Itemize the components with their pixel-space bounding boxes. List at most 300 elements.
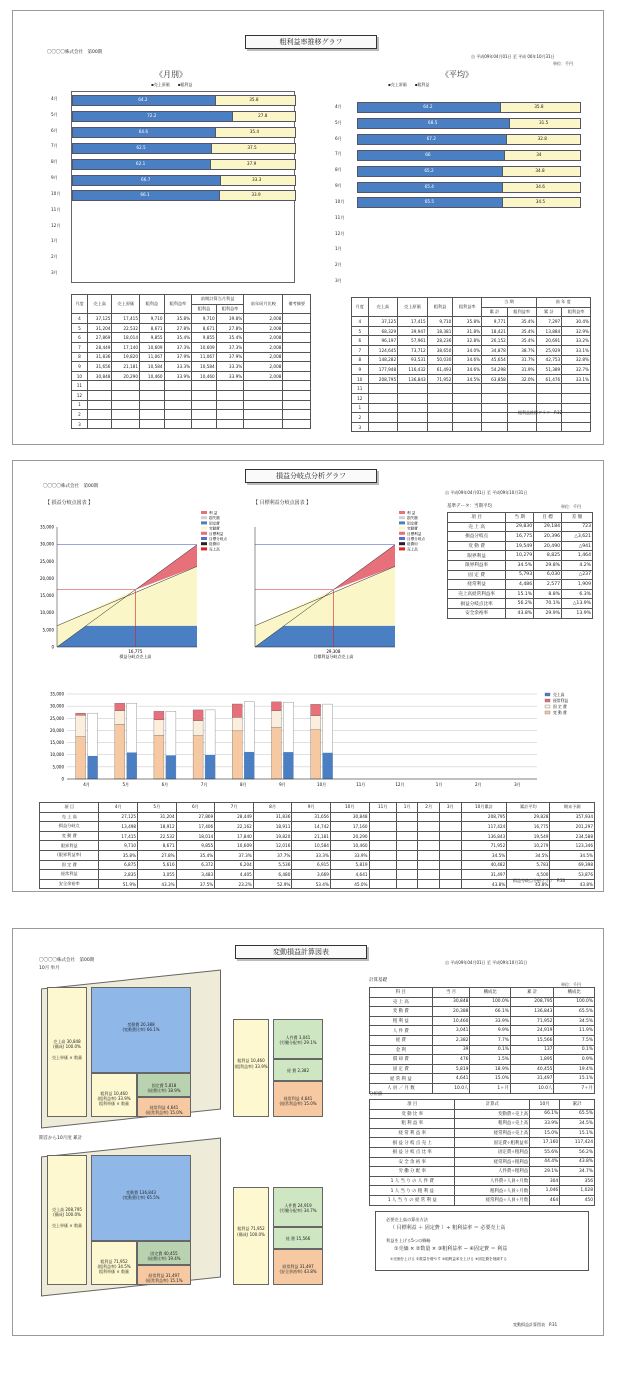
table-cell: 34.5%: [506, 560, 534, 570]
table-cell: 22,162: [215, 822, 254, 832]
gross-profit-block-text: 粗利益 71,952 (粗利益率) 34.5% 粗利単価 × 数量: [97, 1258, 131, 1275]
table-cell: 7: [72, 342, 88, 352]
table-cell: △3,621: [562, 532, 593, 542]
legend-swatch: [399, 532, 405, 535]
table-cell: [398, 403, 428, 413]
sales-bar-fill: [88, 756, 98, 779]
table-cell: 33.3%: [164, 362, 192, 372]
table-cell: 29,828: [507, 812, 550, 822]
table-cell: 粗利益÷売上高: [455, 1119, 530, 1129]
table-row: [370, 1109, 595, 1119]
table-cell: 38,650: [427, 345, 453, 355]
table-cell: 31,204: [87, 323, 112, 333]
table-cell: 19,549: [507, 831, 550, 841]
table-cell: 25,929: [536, 345, 562, 355]
table-cell: 33.9%: [216, 371, 244, 381]
y-tick-label: 15,000: [50, 740, 64, 746]
table-cell: 66.1%: [530, 1109, 560, 1119]
profit-bar: [500, 102, 581, 113]
table-cell: 24,919: [510, 1026, 553, 1036]
y-tick-label: 25,000: [50, 715, 64, 721]
table-cell: [369, 822, 396, 832]
table-cell: 34,878: [482, 345, 508, 355]
table-cell: 10.0人: [510, 1083, 553, 1093]
legend-label: 変 動 費: [553, 710, 567, 715]
header-cell: 項 目: [370, 1100, 455, 1110]
table-cell: [453, 413, 482, 423]
personnel-block-text: 人件費 3,041 (労働分配率) 29.1%: [279, 1035, 317, 1046]
table-cell: 26,152: [482, 336, 508, 346]
legend-label: 利 益: [407, 511, 416, 515]
month-label: 1月: [335, 246, 342, 252]
table-cell: 6: [72, 333, 88, 343]
table-cell: 34.6%: [453, 365, 482, 375]
header-cell: 売上原価: [398, 298, 428, 317]
y-tick-label: 5,000: [52, 764, 64, 770]
legend-swatch: [545, 711, 550, 714]
month-label: 8月: [335, 167, 342, 173]
legend-label: 総費用: [407, 542, 418, 547]
pl-diagram-cumulative: [27, 1147, 357, 1297]
table-cell: 29.9%: [534, 608, 562, 618]
bep-label: 目標利益分岐点売上高: [313, 654, 354, 659]
table-cell: [396, 831, 418, 841]
table-cell: 23.2%: [215, 879, 254, 889]
table-cell: 5,819: [330, 860, 369, 870]
table-cell: 2,577: [534, 580, 562, 590]
table-cell: [507, 422, 536, 432]
table-cell: 20,388: [432, 1007, 470, 1017]
table-cell: [139, 390, 164, 400]
table-cell: [192, 410, 217, 420]
profit-bar: [154, 711, 164, 719]
table-cell: [87, 390, 112, 400]
legend-swatch: [201, 537, 207, 540]
monthly-breakeven-table: [39, 802, 595, 889]
table-cell: [283, 400, 311, 410]
period-text: 自 平成09年04月01日 至 平成09年10月31日: [445, 960, 528, 965]
table-cell: 15.0%: [530, 1128, 560, 1138]
table-row: [370, 1083, 595, 1093]
table-cell: [507, 384, 536, 394]
table-cell: 208,795: [461, 812, 507, 822]
header-cell: 目 標: [534, 513, 562, 523]
average-title: 《平均》: [441, 70, 473, 79]
cost-value: 67.2: [426, 136, 436, 142]
table-cell: 37.9%: [216, 352, 244, 362]
profit-value: 34.8: [535, 167, 545, 173]
table-cell: 損益分岐点比率: [448, 599, 506, 609]
table-cell: 34.5%: [507, 850, 550, 860]
table-cell: 限界利益: [448, 551, 506, 561]
cost-value: 66.1: [140, 192, 150, 198]
analysis-title: 分析値: [369, 1092, 383, 1097]
table-cell: 変動費÷売上高: [455, 1109, 530, 1119]
page-footer: 粗利益推移グラフ P.32: [518, 410, 563, 415]
cost-bar: [72, 95, 217, 106]
header-cell: 5月: [138, 803, 177, 813]
month-label: 7月: [335, 151, 342, 157]
table-cell: 22,532: [138, 831, 177, 841]
profit-bar: [232, 704, 242, 717]
table-cell: 売 上 高: [448, 522, 506, 532]
variable-cost-block: [91, 987, 191, 1073]
table-cell: 124,645: [368, 345, 398, 355]
table-cell: [244, 410, 283, 420]
profit-value: 37.9: [246, 160, 257, 166]
table-cell: 17,415: [398, 317, 428, 327]
header-cell: 10月: [530, 1100, 560, 1110]
table-row: [40, 850, 595, 860]
table-cell: [440, 822, 462, 832]
table-cell: 6,372: [176, 860, 215, 870]
table-cell: 33.9%: [470, 1016, 511, 1026]
header-cell: 4月: [99, 803, 138, 813]
table-cell: 10,584: [139, 362, 164, 372]
table-cell: 35.8%: [164, 314, 192, 324]
header-cell: 10月: [330, 803, 369, 813]
table-cell: [398, 384, 428, 394]
table-cell: 7ヶ月: [554, 1083, 595, 1093]
table-cell: 31,497: [461, 870, 507, 880]
table-cell: [87, 400, 112, 410]
table-cell: 人件費÷粗利益: [455, 1167, 530, 1177]
table-cell: 56.2%: [560, 1147, 595, 1157]
table-cell: [418, 841, 440, 851]
y-tick-label: 25,000: [40, 558, 54, 564]
table-cell: 10,279: [507, 841, 550, 851]
table-cell: 37.3%: [216, 342, 244, 352]
table-cell: 29.8%: [534, 560, 562, 570]
table-cell: 73,712: [398, 345, 428, 355]
formula1: （ 目標利益 ＋ 固定費 ）÷ 粗利益率 ＝ 必要売上高: [390, 1225, 506, 1231]
table-cell: 137: [510, 1045, 553, 1055]
table-cell: 123,346: [550, 841, 595, 851]
table-cell: [482, 413, 508, 423]
table-cell: [418, 812, 440, 822]
table-cell: 136,843: [510, 1007, 553, 1017]
expense-block: [273, 1059, 323, 1081]
table-row: [72, 419, 311, 429]
table-row: [370, 1147, 595, 1157]
table-cell: [368, 403, 398, 413]
profit-bar: [509, 118, 581, 129]
table-cell: 2,382: [432, 1035, 470, 1045]
legend-swatch: [201, 547, 207, 550]
table-cell: 10.0人: [432, 1083, 470, 1093]
table-cell: 31.8%: [453, 326, 482, 336]
header-cell: 6月: [176, 803, 215, 813]
table-cell: [368, 384, 398, 394]
ordinary-profit-block: [137, 1097, 191, 1117]
table-cell: [283, 323, 311, 333]
header-cell: 前年同月比較: [244, 295, 283, 314]
table-cell: 35.4%: [507, 317, 536, 327]
table-cell: 39: [432, 1045, 470, 1055]
month-label: 9月: [335, 183, 342, 189]
header-cell: 2月: [418, 803, 440, 813]
page-footer: 損益分岐点分析グラフ P.30: [513, 878, 566, 883]
header-cell: 粗利益: [427, 298, 453, 317]
table-cell: 16,775: [507, 822, 550, 832]
table-cell: 117,424: [560, 1138, 595, 1148]
header-cell: 科 目: [370, 988, 433, 998]
table-cell: 31,204: [138, 812, 177, 822]
sales-block-text: 売上高 208,795 (構成) 100.0% 売上単価 × 数量: [52, 1207, 82, 1228]
legend-label: 損失額: [407, 516, 418, 521]
table-cell: [139, 381, 164, 391]
cost-bar: [72, 143, 213, 154]
table-cell: 43.3%: [138, 879, 177, 889]
table-cell: 37.5%: [176, 879, 215, 889]
table-cell: 15.1%: [506, 589, 534, 599]
cost-value: 65.5: [424, 199, 435, 205]
table-cell: 11: [72, 381, 88, 391]
table-cell: 44.4%: [530, 1157, 560, 1167]
profit-bar: [504, 150, 581, 161]
table-cell: 18.9%: [470, 1064, 511, 1074]
profit-block-right: [273, 1249, 323, 1285]
table-cell: 32.8%: [562, 355, 591, 365]
header-cell: 7月: [215, 803, 254, 813]
table-cell: 7.5%: [554, 1035, 595, 1045]
profit-bar: [271, 702, 281, 711]
table-cell: [482, 384, 508, 394]
table-cell: 10,279: [506, 551, 534, 561]
variable-cost-bar: [271, 728, 281, 779]
table-cell: 51,389: [536, 365, 562, 375]
variable-cost-bar: [154, 735, 164, 779]
table-cell: 粗 利 益: [370, 1016, 433, 1026]
table-cell: [216, 400, 244, 410]
legend-swatch: [201, 542, 207, 545]
table-cell: 31,836: [87, 352, 112, 362]
personnel-block: [273, 1187, 323, 1227]
header-cell: 項 目: [448, 513, 506, 523]
table-cell: 357,934: [550, 812, 595, 822]
table-cell: 10,609: [215, 841, 254, 851]
table-row: [448, 599, 593, 609]
legend-label: 売上高: [553, 692, 565, 697]
table-row: [72, 333, 311, 343]
table-cell: 7.7%: [470, 1035, 511, 1045]
sales-block: [47, 1155, 87, 1285]
gross-profit-block: [91, 1073, 137, 1117]
table-row: [370, 1167, 595, 1177]
cost-value: 68.5: [428, 120, 438, 126]
table-cell: 金 利: [370, 1045, 433, 1055]
table-row: [72, 390, 311, 400]
bep-value: 16,775: [128, 649, 143, 654]
table-cell: [164, 400, 192, 410]
table-cell: 10,460: [330, 841, 369, 851]
sales-block-text: 売上高 30,848 (構成) 100.0% 売上単価 × 数量: [52, 1039, 82, 1060]
header-cell: 粗利益率: [164, 295, 192, 314]
legend-swatch: [399, 547, 405, 550]
profit-bar: [220, 175, 296, 186]
header-cell: 差 額: [562, 513, 593, 523]
x-tick-label: 8月: [239, 782, 247, 787]
profit-value: 33.9: [251, 192, 261, 198]
company-name: 〇〇〇〇株式会社 第00期: [47, 50, 103, 55]
cost-value: 66.7: [141, 176, 151, 182]
table-cell: 27,869: [87, 333, 112, 343]
table-cell: 33.9%: [164, 371, 192, 381]
table-cell: 18,014: [112, 333, 140, 343]
profit-value: 27.8: [258, 113, 268, 119]
header-cell: 11月: [369, 803, 396, 813]
table-cell: (限界利益率): [40, 850, 99, 860]
table-cell: 18,381: [427, 326, 453, 336]
unit-text: 単位：千円: [561, 504, 581, 509]
legend-label: 変動費: [209, 526, 220, 531]
profit-bar: [76, 713, 86, 715]
monthly-stacked-chart: [27, 685, 597, 795]
table-cell: 1 人 当 り の 粗 利 益: [370, 1186, 455, 1196]
table-cell: 31,497: [510, 1074, 553, 1084]
table-cell: 35.8%: [453, 317, 482, 327]
table-cell: 61,493: [427, 365, 453, 375]
table-cell: 6,480: [253, 870, 292, 880]
table-cell: 9,855: [176, 841, 215, 851]
table-cell: 116,432: [398, 365, 428, 375]
table-cell: [368, 413, 398, 423]
company-name: 〇〇〇〇株式会社 第00期: [43, 484, 99, 489]
cost-bar: [357, 102, 502, 113]
table-cell: 固 定 費: [370, 1064, 433, 1074]
table-cell: 13.9%: [562, 608, 593, 618]
table-cell: 30,848: [432, 997, 470, 1007]
table-cell: 71,952: [427, 374, 453, 384]
profit-bar: [232, 111, 296, 122]
table-cell: 68,329: [368, 326, 398, 336]
table-cell: 9,855: [192, 333, 217, 343]
table-cell: 63,858: [482, 374, 508, 384]
variable-cost-bar: [232, 731, 242, 779]
variable-cost-bar: [76, 737, 86, 779]
header-cell: 粗利益率: [453, 298, 482, 317]
month-label: 10月: [51, 190, 61, 196]
table-cell: 9: [72, 362, 88, 372]
table-cell: [418, 822, 440, 832]
target-profit-chart: [245, 507, 445, 667]
table-cell: 31,656: [87, 362, 112, 372]
table-cell: 35.4%: [176, 850, 215, 860]
table-cell: [283, 381, 311, 391]
table-cell: 経常利益: [40, 870, 99, 880]
table-cell: [369, 879, 396, 889]
legend-swatch: [399, 527, 405, 530]
table-cell: 6,915: [292, 860, 331, 870]
header-cell: 月度: [72, 295, 88, 314]
company-name: 〇〇〇〇株式会社 第00期: [39, 958, 95, 963]
page-title: 損益分岐点分析グラフ: [245, 469, 377, 483]
table-cell: 450: [560, 1195, 595, 1205]
table-cell: [427, 422, 453, 432]
table-cell: 71,952: [461, 841, 507, 851]
header-cell: 10月累計: [461, 803, 507, 813]
x-tick-label: 10月: [317, 782, 327, 787]
table-cell: 136,843: [398, 374, 428, 384]
table-cell: 5: [352, 326, 369, 336]
table-cell: 16,775: [506, 532, 534, 542]
table-cell: 35.4%: [216, 333, 244, 343]
table-cell: 1,909: [562, 580, 593, 590]
header-cell: 粗利益率: [507, 307, 536, 317]
table-row: [352, 365, 591, 375]
variable-cost-bar: [115, 724, 125, 779]
target-title: 【 目標利益分岐点図表 】: [253, 500, 312, 506]
header-cell: 3月: [440, 803, 462, 813]
table-cell: 2,008: [244, 342, 283, 352]
table-cell: △237: [562, 570, 593, 580]
table-cell: 464: [530, 1195, 560, 1205]
fixed-cost-bar: [311, 716, 321, 730]
profit-value: 33.3: [252, 176, 262, 182]
table-cell: [192, 419, 217, 429]
gross-profit-block-right: [233, 1187, 269, 1285]
cost-value: 65.4: [424, 183, 434, 189]
table-cell: [396, 879, 418, 889]
table-cell: 29.1%: [530, 1167, 560, 1177]
table-cell: 15,566: [510, 1035, 553, 1045]
cost-value: 65.2: [424, 167, 434, 173]
table-cell: 3,041: [432, 1026, 470, 1036]
table-cell: 人 件 費: [370, 1026, 433, 1036]
table-cell: 177,948: [368, 365, 398, 375]
table-row: [370, 1176, 595, 1186]
profit-value: 34.5: [535, 199, 546, 205]
cost-value: 72.2: [147, 113, 157, 119]
month-label: 10月: [335, 198, 345, 204]
table-cell: [368, 422, 398, 432]
ordinary-profit-block-text: 経常利益 4,641 (経常利益率) 15.0%: [145, 1105, 183, 1116]
period-text: 自 平成09年04月01日 至 平成 00年10月31日: [471, 54, 555, 59]
table-cell: [369, 860, 396, 870]
month-label: 4月: [335, 103, 342, 109]
table-row: [72, 314, 311, 324]
table-cell: [87, 381, 112, 391]
personnel-block-text: 人件費 24,919 (労働分配率) 34.7%: [279, 1203, 317, 1214]
table-cell: 売 上 高: [370, 997, 433, 1007]
bep-label: 損益分岐点売上高: [119, 654, 152, 659]
table-cell: 50,030: [427, 355, 453, 365]
y-tick-label: 20,000: [50, 727, 64, 733]
table-cell: 65.5%: [554, 1007, 595, 1017]
table-cell: [418, 850, 440, 860]
table-cell: 経 費: [370, 1035, 433, 1045]
table-cell: [562, 403, 591, 413]
table-cell: 8,671: [138, 841, 177, 851]
period-text: 自 平成09年04月01日 至 平成09年10月31日: [445, 490, 528, 495]
header-cell: 粗利益: [192, 304, 217, 314]
table-cell: [396, 822, 418, 832]
table-cell: [283, 342, 311, 352]
table-cell: 33.3%: [292, 850, 331, 860]
table-cell: [369, 850, 396, 860]
unit-text: 単位：千円: [553, 61, 573, 66]
legend-swatch: [201, 521, 207, 524]
table-header-row: [448, 513, 593, 523]
table-cell: 53.4%: [292, 879, 331, 889]
table-cell: 3: [72, 419, 88, 429]
table-cell: 6,204: [215, 860, 254, 870]
profit-value: 35.8: [249, 97, 259, 103]
table-cell: [369, 870, 396, 880]
table-cell: 71,952: [510, 1016, 553, 1026]
table-cell: 17,415: [99, 831, 138, 841]
table-cell: 9,710: [192, 314, 217, 324]
